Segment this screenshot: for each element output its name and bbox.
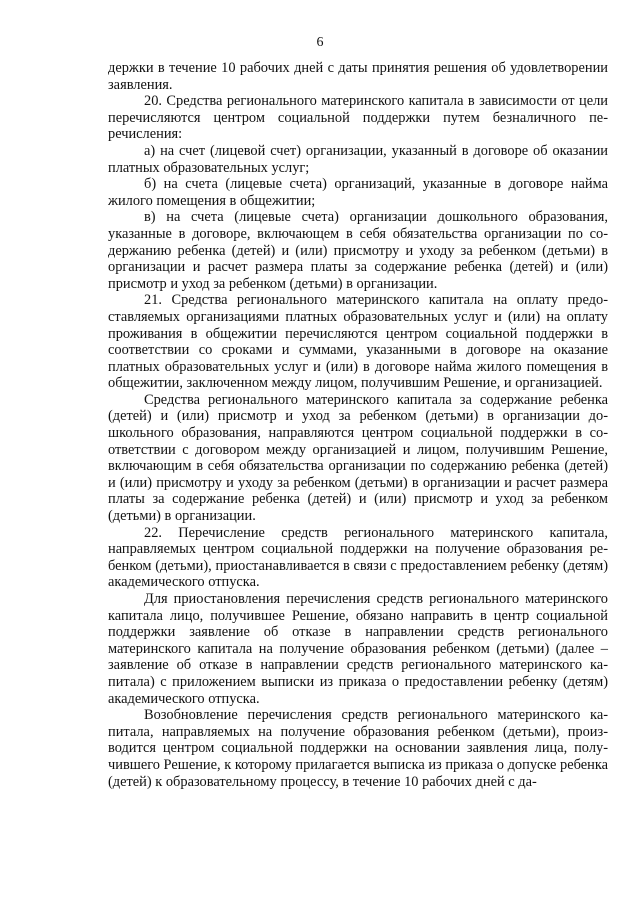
paragraph-clause-22-resumption: Возобновление перечисления средств регионального материнского капитала, направляемых на получение образования ребенком (детьми), производится центром социальной поддержки на основании заявления лица, получившего Решение, к которому прилагается выписка из приказа о допуске ребенка (детей) к образовательному процессу, в течение 10 рабочих дней с да- bbox=[108, 707, 608, 790]
paragraph-clause-21: 21. Средства регионального материнского капитала на оплату предоставляемых организациями платных образовательных услуг и (или) на оплату проживания в общежитии перечисляются центром социальной поддержки в соответствии со сроками и суммами, указанными в договоре на оказание платных образовательных услуг и (или) в договоре найма жилого помещения в общежитии, заключенном между лицом, получившим Решение, и организацией. bbox=[108, 292, 608, 392]
paragraph-clause-20-b: б) на счета (лицевые счета) организаций, указанные в договоре найма жилого помещения в общежитии; bbox=[108, 176, 608, 209]
page-number: 6 bbox=[316, 35, 324, 50]
paragraph-clause-22-suspension: Для приостановления перечисления средств регионального материнского капитала лицо, получившее Решение, обязано направить в центр социальной поддержки заявление об отказе в направлении средств регионального материнского капитала на получение образования ребенком (детьми) (далее – заявление об отказе в направлении средств регионального материнского капитала) с приложением выписки из приказа о предоставлении ребенку (детям) академического отпуска. bbox=[108, 591, 608, 707]
paragraph-clause-20: 20. Средства регионального материнского капитала в зависимости от цели перечисляются центром социальной поддержки путем безналичного перечисления: bbox=[108, 93, 608, 143]
paragraph-clause-20-v: в) на счета (лицевые счета) организации дошкольного образования, указанные в договоре, включающем в себя обязательства организации по содержанию ребенка (детей) и (или) присмотру и уходу за ребенком (детьми) в организации и расчет размера платы за содержание ребенка (детей) и (или) присмотр и уход за ребенком (детьми) в организации. bbox=[108, 209, 608, 292]
paragraph-clause-20-a: а) на счет (лицевой счет) организации, указанный в договоре об оказании платных образовательных услуг; bbox=[108, 142, 608, 176]
paragraph-continuation: держки в течение 10 рабочих дней с даты принятия решения об удовлетворении заявления. bbox=[108, 60, 608, 93]
paragraph-clause-21-preschool: Средства регионального материнского капитала за содержание ребенка (детей) и (или) присмотр и уход за ребенком (детьми) в организации дошкольного образования, направляются центром социальной поддержки в соответствии с договором между организацией и лицом, получившим Решение, включающим в себя обязательства организации по содержанию ребенка (детей) и (или) присмотру и уходу за ребенком (детьми) в организации и расчет размера платы за содержание ребенка (детей) и (или) присмотр и уход за ребенком (детьми) в организации. bbox=[108, 391, 608, 525]
document-body bbox=[108, 60, 608, 790]
paragraph-clause-22: 22. Перечисление средств регионального материнского капитала, направляемых центром социальной поддержки на получение образования ребенком (детьми), приостанавливается в связи с предоставлением ребенку (детям) академического отпуска. bbox=[108, 524, 608, 591]
